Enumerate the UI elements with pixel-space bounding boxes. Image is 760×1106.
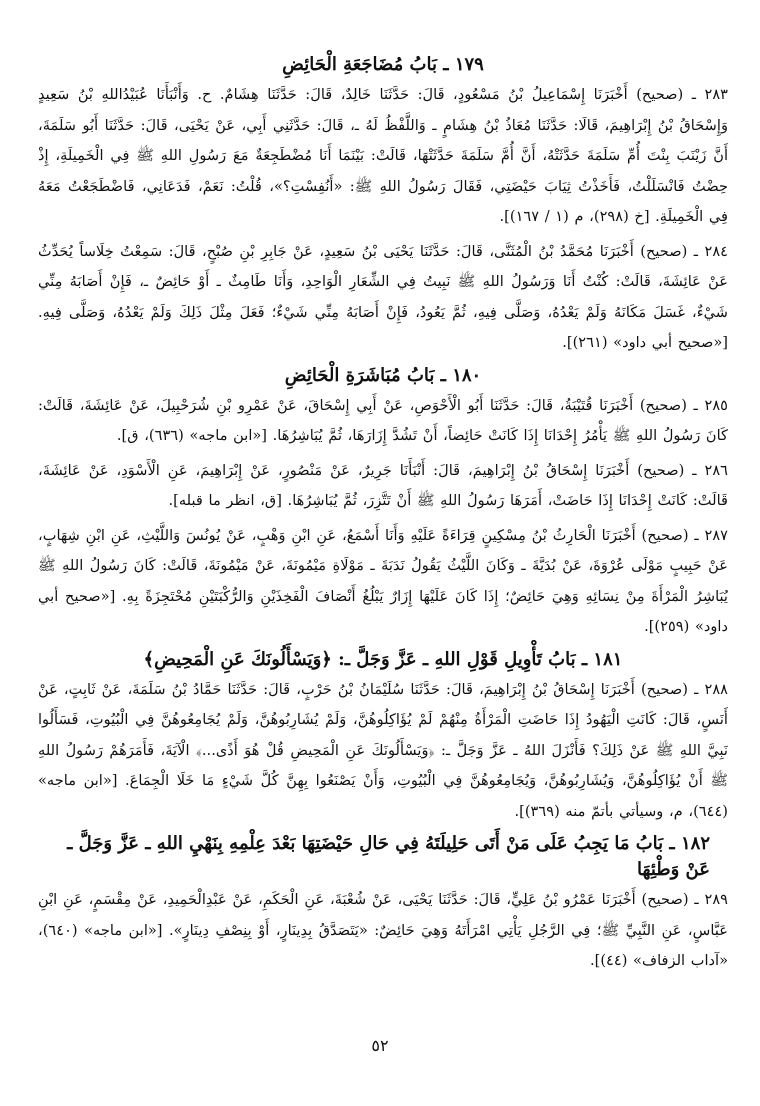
hadith-paragraph: ٢٨٩ ـ (صحيح) أَخْبَرَنَا عَمْرُو بْنُ عَلِيٍّ، قَالَ: حَدَّثَنَا يَحْيَى، عَنْ شُعْبَةَ، عَنِ الْحَكَمِ، عَنْ عَبْدِالْحَمِيدِ، عَنْ مِقْسَمٍ، عَنِ ابْنِ عَبَّاسٍ، عَنِ النَّبِيِّ ﷺ؛ فِي الرَّجُلِ يَأْتِي امْرَأَتَهُ وَهِيَ حَائِضٌ: «يَتَصَدَّقُ بِدِينَارٍ، أَوْ بِنِصْفِ دِينَارٍ». [«ابن ماجه» (٦٤٠)، «آداب الزفاف» (٤٤)]. <box>38 891 728 969</box>
hadith-paragraph: ٢٨٣ ـ (صحيح) أَخْبَرَنَا إِسْمَاعِيلُ بْنُ مَسْعُودٍ، قَالَ: حَدَّثَنَا خَالِدٌ، قَالَ: حَدَّثَنَا هِشَامٌ. ح. وَأَنْبَأَنَا عُبَيْدُاللهِ بْنُ سَعِيدٍ وَإِسْحَاقُ بْنُ إِبْرَاهِيمَ، قَالَا: حَدَّثَنَا مُعَاذُ بْنُ هِشَامٍ ـ وَاللَّفْظُ لَهُ ـ، قَالَ: حَدَّثَنِي أَبِي، عَنْ يَحْيَى، قَالَ: حَدَّثَنَا أَبُو سَلَمَةَ، أَنَّ زَيْنَبَ بِنْتَ أُمِّ سَلَمَةَ حَدَّثَتْهُ، أَنَّ أُمَّ سَلَمَةَ حَدَّثَتْهَا، قَالَتْ: بَيْنَمَا أَنَا مُضْطَجِعَةٌ مَعَ رَسُولِ اللهِ ﷺ فِي الْخَمِيلَةِ، إِذْ حِضْتُ فَانْسَلَلْتُ، فَأَخَذْتُ ثِيَابَ حَيْضَتِي، فَقَالَ رَسُولُ اللهِ ﷺ: «أَنُفِسْتِ؟»، قُلْتُ: نَعَمْ، فَدَعَانِي، فَاضْطَجَعْتُ مَعَهُ فِي الْخَمِيلَةِ. [خ (٢٩٨)، م (١ / ١٦٧)]. <box>38 86 729 225</box>
hadith-paragraph: ٢٨٤ ـ (صحيح) أَخْبَرَنَا مُحَمَّدُ بْنُ الْمُثَنَّى، قَالَ: حَدَّثَنَا يَحْيَى بْنُ سَعِيدٍ، عَنْ جَابِرِ بْنِ صُبْحٍ، قَالَ: سَمِعْتُ خِلَاساً يُحَدِّثُ عَنْ عَائِشَةَ، قَالَتْ: كُنْتُ أَنَا وَرَسُولُ اللهِ ﷺ نَبِيتُ فِي الشِّعَارِ الْوَاحِدِ، وَأَنَا طَامِثٌ ـ أَوْ حَائِضٌ ـ، فَإِنْ أَصَابَهُ مِنِّي شَيْءٌ، غَسَلَ مَكَانَهُ وَلَمْ يَعْدُهُ، وَصَلَّى فِيهِ، ثُمَّ يَعُودُ، فَإِنْ أَصَابَهُ مِنِّي شَيْءٌ؛ فَعَلَ مِثْلَ ذَلِكَ وَلَمْ يَعْدُهُ، وَصَلَّى فِيهِ. [«صحيح أبي داود» (٢٦١)]. <box>38 242 728 351</box>
chapter-title: ١٨١ ـ بَابُ تَأْوِيلِ قَوْلِ اللهِ ـ عَزَّ وَجَلَّ ـ: ﴿وَيَسْأَلُونَكَ عَنِ الْمَحِيضِ﴾ <box>143 648 623 670</box>
hadith-paragraph: ٢٨٥ ـ (صحيح) أَخْبَرَنَا قُتَيْبَةُ، قَالَ: حَدَّثَنَا أَبُو الْأَحْوَصِ، عَنْ أَبِي إِسْحَاقَ، عَنْ عَمْرِو بْنِ شُرَحْبِيلَ، عَنْ عَائِشَةَ، قَالَتْ: كَانَ رَسُولُ اللهِ ﷺ يَأْمُرُ إِحْدَانَا إِذَا كَانَتْ حَائِضاً، أَنْ تَشُدَّ إِزَارَهَا، ثُمَّ يُبَاشِرُهَا. [«ابن ماجه» (٦٣٦)، ق]. <box>38 396 728 444</box>
page-number: ٥٢ <box>371 1036 389 1055</box>
chapter-title: ١٨٢ ـ بَابُ مَا يَجِبُ عَلَى مَنْ أَتَى حَلِيلَتَهُ فِي حَالِ حَيْضَتِهَا بَعْدَ عِلْمِهِ بِنَهْيِ اللهِ ـ عَزَّ وَجَلَّ ـ عَنْ وَطْئِهَا <box>67 833 710 880</box>
chapter-title: ١٨٠ ـ بَابُ مُبَاشَرَةِ الْحَائِضِ <box>284 364 482 386</box>
hadith-paragraph: ٢٨٨ ـ (صحيح) أَخْبَرَنَا إِسْحَاقُ بْنُ إِبْرَاهِيمَ، قَالَ: حَدَّثَنَا سُلَيْمَانُ بْنُ حَرْبٍ، قَالَ: حَدَّثَنَا حَمَّادُ بْنُ سَلَمَةَ، عَنْ ثَابِتٍ، عَنْ أَنَسٍ، قَالَ: كَانَتِ الْيَهُودُ إِذَا حَاضَتِ الْمَرْأَةُ مِنْهُمْ لَمْ يُؤَاكِلُوهُنَّ، وَلَمْ يُشَارِبُوهُنَّ، وَلَمْ يُجَامِعُوهُنَّ فِي الْبُيُوتِ، فَسَأَلُوا نَبِيَّ اللهِ ﷺ عَنْ ذَلِكَ؟ فَأَنْزَلَ اللهُ ـ عَزَّ وَجَلَّ ـ: ﴿وَيَسْأَلُونَكَ عَنِ الْمَحِيضِ قُلْ هُوَ أَذًى...﴾ الْآيَةَ، فَأَمَرَهُمْ رَسُولُ اللهِ ﷺ أَنْ يُؤَاكِلُوهُنَّ، وَيُشَارِبُوهُنَّ، وَيُجَامِعُوهُنَّ فِي الْبُيُوتِ، وَأَنْ يَصْنَعُوا بِهِنَّ كُلَّ شَيْءٍ مَا خَلَا الْجِمَاعَ. [«ابن ماجه» (٦٤٤)، م، وسيأتي بأتمّ منه (٣٦٩)]. <box>38 680 728 820</box>
hadith-paragraph: ٢٨٧ ـ (صحيح) أَخْبَرَنَا الْحَارِثُ بْنُ مِسْكِينٍ قِرَاءَةً عَلَيْهِ وَأَنَا أَسْمَعُ، عَنِ ابْنِ وَهْبٍ، عَنْ يُونُسَ وَاللَّيْثِ، عَنِ ابْنِ شِهَابٍ، عَنْ حَبِيبٍ مَوْلَى عُرْوَةَ، عَنْ بُدَيَّةَ ـ وَكَانَ اللَّيْثُ يَقُولُ نَدَبَةَ ـ مَوْلَاةِ مَيْمُونَةَ، عَنْ مَيْمُونَةَ، قَالَتْ: كَانَ رَسُولُ اللهِ ﷺ يُبَاشِرُ الْمَرْأَةَ مِنْ نِسَائِهِ وَهِيَ حَائِضٌ؛ إِذَا كَانَ عَلَيْهَا إِزَارٌ يَبْلُغُ أَنْصَافَ الْفَخِذَيْنِ وَالرُّكْبَتَيْنِ مُحْتَجِزَةً بِهِ. [«صحيح أبي داود» (٢٥٩)]. <box>38 526 728 635</box>
hadith-paragraph: ٢٨٦ ـ (صحيح) أَخْبَرَنَا إِسْحَاقُ بْنُ إِبْرَاهِيمَ، قَالَ: أَنْبَأَنَا جَرِيرٌ، عَنْ مَنْصُورٍ، عَنْ إِبْرَاهِيمَ، عَنِ الْأَسْوَدِ، عَنْ عَائِشَةَ، قَالَتْ: كَانَتْ إِحْدَانَا إِذَا حَاضَتْ، أَمَرَهَا رَسُولُ اللهِ ﷺ أَنْ تَتَّزِرَ، ثُمَّ يُبَاشِرُهَا. [ق، انظر ما قبله]. <box>38 461 728 509</box>
chapter-title: ١٧٩ ـ بَابُ مُضَاجَعَةِ الْحَائِضِ <box>282 54 484 75</box>
book-page <box>38 52 728 981</box>
